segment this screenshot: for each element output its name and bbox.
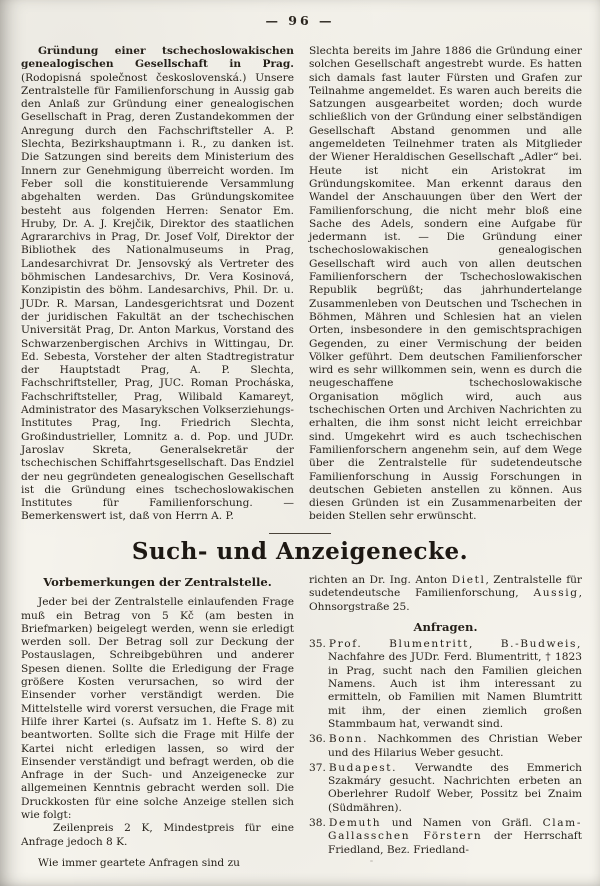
- anfrage-number: 38.: [309, 817, 326, 830]
- anfrage-number: 37.: [309, 761, 326, 774]
- anfrage-number: 36.: [309, 733, 326, 746]
- notice-column-left: [21, 574, 294, 874]
- contact-name: Dietl: [451, 574, 486, 586]
- anfrage-number: 35.: [309, 638, 326, 651]
- article-column-left: [21, 45, 294, 524]
- anfrage-lead: Prof. Blumentritt, B.-Budweis,: [328, 638, 582, 651]
- scan-speck: [370, 860, 373, 862]
- article-section: [0, 45, 600, 524]
- section-divider-rule: [269, 533, 331, 534]
- anfrage-lead: Bonn.: [328, 733, 369, 746]
- notice-section: [0, 574, 600, 874]
- anfrage-text: Nachfahre des JUDr. Ferd. Blumentritt, † 1823 in Prag, sucht nach den Familien gleichen Namens. Auch ist ihm interessant zu ermitteln, ob Familien mit Namen Blumtritt mit ihm, der einen ziemlich großen Stammbaum hat, verwandt sind.: [328, 651, 582, 730]
- article-body-left: (Rodopisná společnost československá.) Unsere Zentralstelle für Familienforschung in Aussig gab den Anlaß zur Gründung einer genealogischen Gesellschaft in Prag, deren Zustandekommen der Anregung durch den Fachschriftsteller A. P. Slechta, Bezirkshauptmann i. R., zu danken ist. Die Satzungen sind bereits dem Ministerium des Innern zur Genehmigung überreicht worden. Im Feber soll die konstituierende Versammlung abgehalten werden. Das Gründungskomitee besteht aus folgenden Herren: Senator Em. Hruby, Dr. A. J. Krejčik, Direktor des staatlichen Agrararchivs in Prag, Dr. Josef Volf, Direktor der Bibliothek des Nationalmuseums in Prag, Landesarchivrat Dr. Jensovský als Vertreter des böhmischen Landesarchivs, Dr. Vera Kosinová, Konzipistin des böhm. Landesarchivs, Phil. Dr. u. JUDr. R. Marsan, Landesgerichtsrat und Dozent der juridischen Fakultät an der tschechischen Universität Prag, Dr. Anton Markus, Vorstand des Schwarzenbergischen Archivs in Wittingau, Dr. Ed. Sebesta, Vorsteher der alten Stadtregistratur der Hauptstadt Prag, A. P. Slechta, Fachschriftsteller, Prag, JUC. Roman Procháska, Fachschriftsteller, Prag, Wilibald Kamareyt, Administrator des Masarykschen Volkserziehungs-Institutes Prag, Ing. Friedrich Slechta, Großindustrieller, Lomnitz a. d. Pop. und JUDr. Jaroslav Skreta, Generalsekretär der tschechischen Schiffahrtsgesellschaft. Das Endziel der neu gegründeten genealogischen Gesellschaft ist die Gründung eines tschechoslowakischen Institutes für Familienforschung. — Bemerkenswert ist, daß von Herrn A. P.: [21, 71, 294, 523]
- page-number: — 96 —: [265, 13, 335, 28]
- section-heading: Such- und Anzeigenecke.: [131, 538, 469, 565]
- anfrage-lead-2: Clam-Gallasschen Förstern: [328, 817, 582, 843]
- article-title: Gründung einer tschechoslowakischen genealogischen Gesellschaft in Prag.: [21, 45, 294, 71]
- anfrage-text: Verwandte des Emmerich Szakmáry gesucht. Nachrichten erbeten an Oberlehrer Rudolf Weber, Possitz bei Znaim (Südmähren).: [328, 761, 582, 814]
- vorbemerkungen-price-line: Zeilenpreis 2 K, Mindestpreis für eine Anfrage jedoch 8 K.: [21, 822, 294, 848]
- scan-speck: [384, 115, 387, 118]
- contact-city: Aussig: [533, 587, 579, 600]
- article-body-right: Slechta bereits im Jahre 1886 die Gründung einer solchen Gesellschaft angestrebt wurde. Es hatten sich damals fast lauter Fürsten und Grafen zur Teilnahme angemeldet. Es waren auch bereits die Satzungen ausgearbeitet worden; doch wurde schließlich von der Gründung einer selbständigen Gesellschaft Abstand genommen und alle angemeldeten Teilnehmer traten als Mitglieder der Wiener Heraldischen Gesellschaft „Adler“ bei. Heute ist nicht ein Aristokrat im Gründungskomitee. Man erkennt daraus den Wandel der Anschauungen über den Wert der Familienforschung, die nicht mehr bloß eine Sache des Adels, sondern eine Aufgabe für jedermann ist. — Die Gründung einer tschechoslowakischen genealogischen Gesellschaft wird auch von allen deutschen Familienforschern der Tschechoslowakischen Republik begrüßt; das jahrhundertelange Zusammenleben von Deutschen und Tschechen in Böhmen, Mähren und Schlesien hat an vielen Orten, insbesondere in den gemischtsprachigen Gegenden, zu einer Vermischung der beiden Völker geführt. Dem deutschen Familienforscher wird es sehr willkommen sein, wenn es durch die neugeschaffene tschechoslowakische Organisation möglich wird, auch aus tschechischen Orten und Archiven Nachrichten zu erhalten, die ihm sonst nicht leicht erreichbar sind. Umgekehrt wird es auch tschechischen Familienforschern angenehm sein, auf dem Wege über die Zentralstelle für sudetendeutsche Familienforschung in Aussig Forschungen in deutschen Gebieten anstellen zu können. Aus diesen Gründen ist ein Zusammenarbeiten der beiden Stellen sehr erwünscht.: [309, 45, 582, 523]
- contact-text-c: , Ohnsorgstraße 25.: [309, 587, 582, 613]
- anfrage-item: [309, 638, 582, 731]
- vorbemerkungen-paragraph-1: Jeder bei der Zentralstelle einlaufenden Frage muß ein Betrag von 5 Kč (am besten in Briefmarken) beigelegt werden, wenn sie erledigt werden soll. Der Betrag soll zur Deckung der Postauslagen, Schreibgebühren und anderer Spesen dienen. Sollte die Erledigung der Frage größere Kosten verursachen, so wird der Einsender vorher verständigt werden. Die Mittelstelle wird vorerst versuchen, die Frage mit Hilfe ihrer Kartei (s. Aufsatz im 1. Hefte S. 8) zu beantworten. Sollte sich die Frage mit Hilfe der Kartei nicht erledigen lassen, so wird der Einsender verständigt und befragt werden, ob die Anfrage in der Such- und Anzeigenecke zur allgemeinen Kenntnis gebracht werden soll. Die Druckkosten für eine solche Anzeige stellen sich wie folgt:: [21, 596, 294, 822]
- anfrage-item: [309, 733, 582, 760]
- anfragen-contact-line: [309, 574, 582, 614]
- anfragen-heading: Anfragen.: [413, 619, 478, 634]
- anfrage-item: [309, 762, 582, 815]
- anfrage-mid: und Namen von Gräfl.: [381, 817, 543, 830]
- anfrage-text: Nachkommen des Christian Weber und des Hilarius Weber gesucht.: [328, 733, 582, 759]
- anfrage-item: [309, 817, 582, 857]
- anfrage-lead: Budapest.: [328, 761, 398, 774]
- contact-text-a: richten an Dr. Ing. Anton: [309, 574, 452, 586]
- vorbemerkungen-paragraph-3: Wie immer geartete Anfragen sind zu: [38, 856, 240, 869]
- scan-speck: [560, 300, 562, 302]
- vorbemerkungen-heading: Vorbemerkungen der Zentralstelle.: [43, 575, 272, 589]
- contact-text-b: , Zentralstelle für sudetendeutsche Familienforschung,: [309, 574, 582, 600]
- article-paragraph-left: [21, 45, 294, 524]
- article-column-right: [309, 45, 582, 524]
- anfrage-text: der Herrschaft Friedland, Bez. Friedland-: [328, 830, 582, 856]
- notice-column-right: [309, 574, 582, 874]
- anfrage-lead: Demuth: [328, 817, 382, 830]
